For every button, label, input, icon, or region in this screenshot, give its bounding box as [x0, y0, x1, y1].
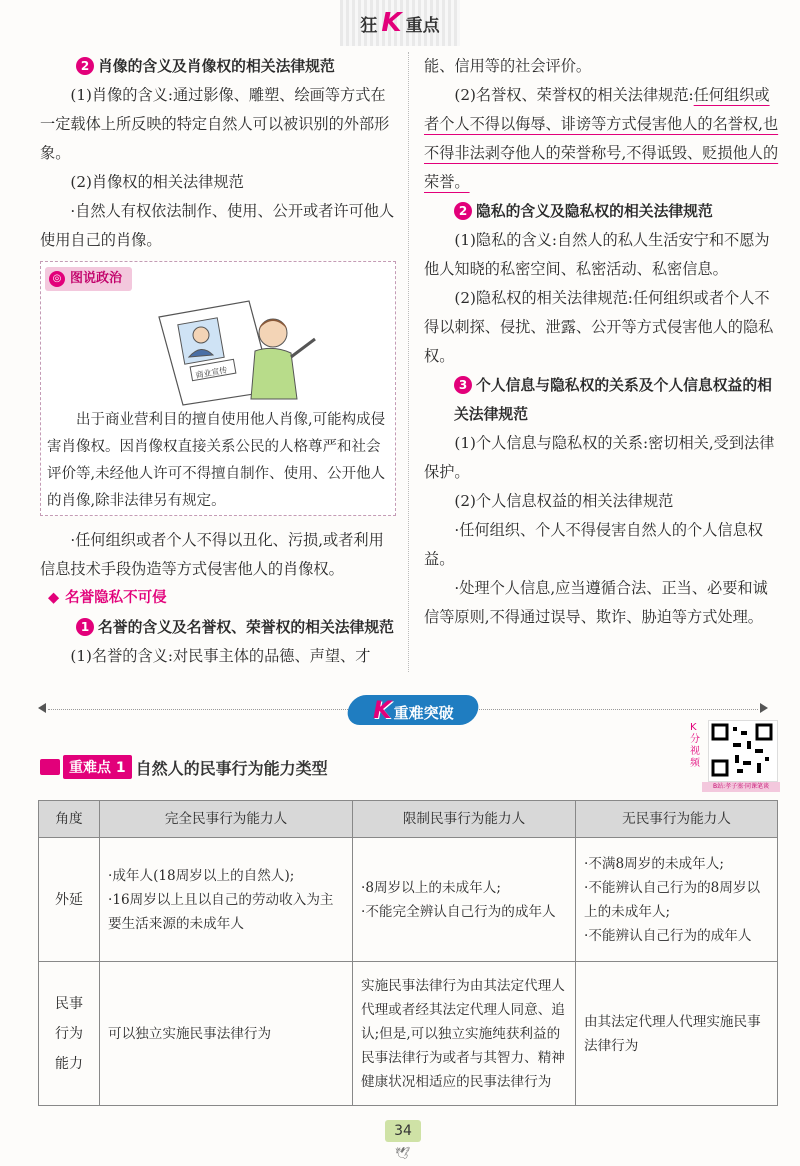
heading-text: 肖像的含义及肖像权的相关法律规范 — [98, 58, 335, 75]
header-left: 狂 — [360, 15, 378, 36]
ribbon-icon: ◆ — [48, 590, 60, 606]
cell-line: 实施民事法律行为由其法定代理人代理或者经其法定代理人同意、追认;但是,可以独立实施纯获利益的民事法律行为或者与其智力、精神健康状况相适应的民事法律行为 — [361, 977, 565, 1090]
number-badge: 3 — [454, 376, 472, 394]
cell-line: ·不能辨认自己行为的8周岁以上的未成年人; — [584, 879, 761, 920]
section-heading-text: 名誉隐私不可侵 — [65, 590, 167, 606]
heading-privacy — [424, 197, 780, 226]
qr-code-icon[interactable] — [708, 720, 778, 782]
cell-line: ·8周岁以上的未成年人; — [361, 879, 501, 896]
paragraph-lead: (2)名誉权、荣誉权的相关法律规范: — [454, 86, 694, 104]
number-badge: 1 — [76, 618, 94, 636]
right-column — [424, 52, 780, 632]
box-title — [45, 267, 132, 291]
arrow-left-icon — [38, 703, 46, 713]
section-heading — [40, 584, 396, 613]
header-right: 重点 — [405, 15, 440, 36]
paragraph: (1)肖像的含义:通过影像、雕塑、绘画等方式在一定载体上所反映的特定自然人可以被识别的外部形象。 — [40, 86, 390, 162]
cell-line: 可以独立实施民事法律行为 — [108, 1025, 272, 1042]
table-row — [39, 962, 778, 1106]
table-cell — [576, 962, 778, 1106]
paragraph: (2)肖像权的相关法律规范 — [70, 173, 244, 191]
paragraph — [424, 81, 780, 197]
section-banner — [38, 697, 768, 723]
paragraph: (1)隐私的含义:自然人的私人生活安宁和不愿为他人知晓的私密空间、私密活动、私密信息。 — [424, 231, 770, 278]
eye-icon: ◎ — [49, 271, 65, 287]
row-head: 外延 — [39, 838, 100, 962]
paragraph: 能、信用等的社会评价。 — [424, 57, 592, 75]
table-header-cell: 限制民事行为能力人 — [353, 801, 576, 838]
cell-line: ·不能完全辨认自己行为的成年人 — [361, 903, 556, 920]
qr-side-label: K分视频 — [690, 722, 700, 769]
heading-reputation — [40, 613, 396, 642]
number-badge: 2 — [76, 57, 94, 75]
bird-icon: 🕊 — [395, 1146, 411, 1160]
left-column — [40, 52, 396, 671]
keypoint-label: 重难点 1 — [63, 755, 132, 779]
paragraph: ·任何组织或者个人不得以丑化、污损,或者利用信息技术手段伪造等方式侵害他人的肖像权。 — [40, 531, 384, 578]
cell-line: ·不能辨认自己行为的成年人 — [584, 927, 752, 944]
qr-footer: B站:孝子塞·同课笔谈 — [702, 782, 780, 792]
table-row — [39, 838, 778, 962]
cell-line: ·16周岁以上且以自己的劳动收入为主要生活来源的未成年人 — [108, 891, 334, 932]
banner-pill — [345, 695, 481, 725]
paragraph: (1)名誉的含义:对民事主体的品德、声望、才 — [70, 647, 371, 665]
book-icon — [40, 759, 60, 775]
portrait-illustration — [41, 295, 395, 407]
paragraph: (1)个人信息与隐私权的关系:密切相关,受到法律保护。 — [424, 434, 775, 481]
table-cell — [100, 838, 353, 962]
header-k-logo: K — [381, 8, 402, 38]
paragraph: ·任何组织、个人不得侵害自然人的个人信息权益。 — [424, 521, 763, 568]
cell-line: ·不满8周岁的未成年人; — [584, 855, 724, 872]
row-head-text: 民事行为能力 — [55, 995, 83, 1072]
paragraph: ·自然人有权依法制作、使用、公开或者许可他人使用自己的肖像。 — [40, 202, 395, 249]
heading-personal-info — [424, 371, 780, 429]
number-badge: 2 — [454, 202, 472, 220]
paragraph: (2)隐私权的相关法律规范:任何组织或者个人不得以刺探、侵扰、泄露、公开等方式侵害他人的隐私权。 — [424, 289, 774, 365]
banner-k-logo: K — [372, 696, 392, 724]
poster-label: 商业宣传 — [194, 365, 229, 381]
table-header-cell: 完全民事行为能力人 — [100, 801, 353, 838]
woman-figure — [251, 319, 315, 399]
keypoint-heading — [40, 755, 328, 779]
box-text: 出于商业营利目的擅自使用他人肖像,可能构成侵害肖像权。因肖像权直接关系公民的人格尊严和社会评价等,未经他人许可不得擅自制作、使用、公开他人的肖像,除非法律另有规定。 — [47, 412, 386, 509]
row-head — [39, 962, 100, 1106]
capacity-table — [38, 800, 778, 1106]
table-cell — [100, 962, 353, 1106]
table-header-cell: 角度 — [39, 801, 100, 838]
page-number: 34 — [385, 1120, 421, 1142]
table-header-cell: 无民事行为能力人 — [576, 801, 778, 838]
paragraph: (2)个人信息权益的相关法律规范 — [454, 492, 674, 510]
illustration-box — [40, 261, 396, 516]
box-title-text: 图说政治 — [70, 271, 123, 286]
paragraph: ·处理个人信息,应当遵循合法、正当、必要和诚信等原则,不得通过误导、欺诈、胁迫等方式处理。 — [424, 579, 768, 626]
heading-text: 个人信息与隐私权的关系及个人信息权益的相关法律规范 — [454, 377, 772, 423]
table-cell — [576, 838, 778, 962]
heading-text: 隐私的含义及隐私权的相关法律规范 — [476, 203, 713, 220]
underlined-text: 任何组织或者个人不得以侮辱、诽谤等方式侵害他人的名誉权,也不得非法剥夺他人的荣誉称号,不得诋毁、贬损他人的荣誉。 — [424, 86, 779, 191]
heading-portrait — [40, 52, 396, 81]
page-header — [340, 0, 460, 46]
heading-text: 名誉的含义及名誉权、荣誉权的相关法律规范 — [98, 619, 394, 636]
cell-line: 由其法定代理人代理实施民事法律行为 — [584, 1013, 761, 1054]
arrow-right-icon — [760, 703, 768, 713]
banner-text: 重难突破 — [393, 704, 454, 722]
table-header-row — [39, 801, 778, 838]
table-cell — [353, 962, 576, 1106]
table-cell — [353, 838, 576, 962]
cell-line: ·成年人(18周岁以上的自然人); — [108, 867, 295, 884]
keypoint-title: 自然人的民事行为能力类型 — [135, 758, 328, 778]
column-divider — [408, 52, 409, 672]
